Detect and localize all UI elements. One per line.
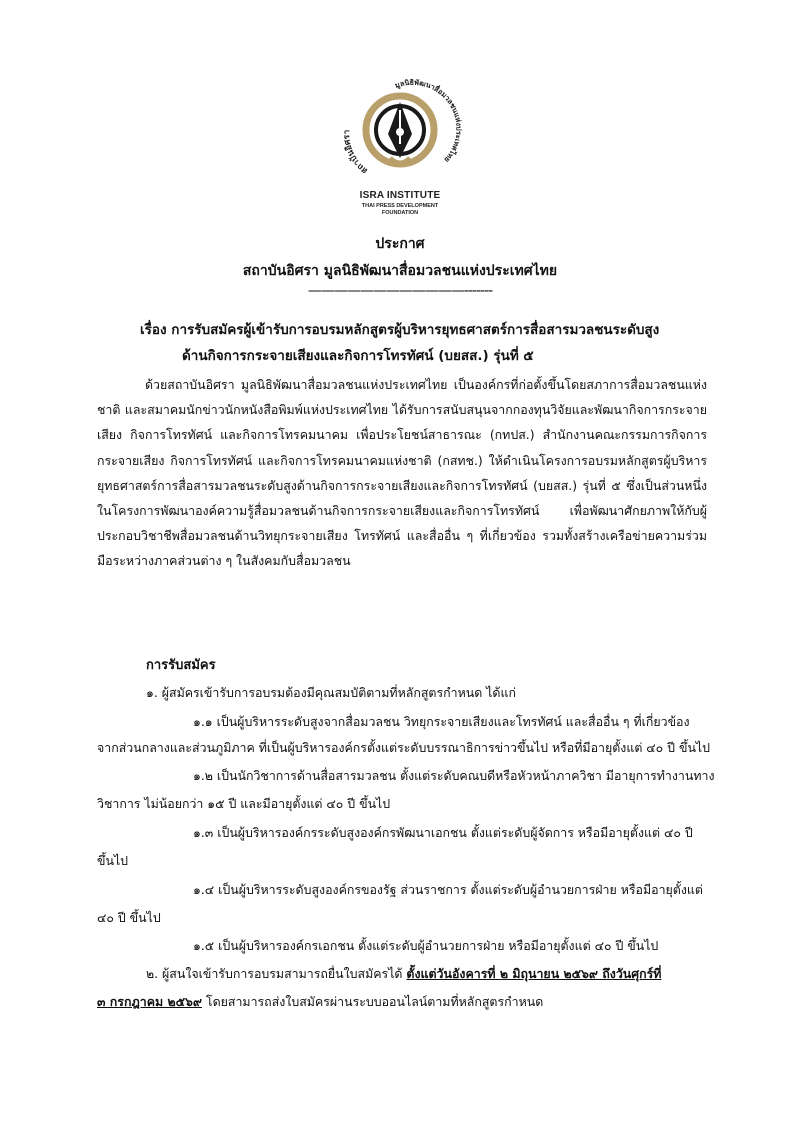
section-title: การรับสมัคร <box>146 658 216 673</box>
qualification-1-3-line-1: ๑.๓ เป็นผู้บริหารองค์กรระดับสูงองค์กรพัฒนาเอกชน ตั้งแต่ระดับผู้จัดการ หรือมีอายุตั้งแต่ ๔๐ ปี <box>193 825 693 840</box>
intro-paragraph: ด้วยสถาบันอิศรา มูลนิธิพัฒนาสื่อมวลชนแห่งประเทศไทย เป็นองค์กรที่ก่อตั้งขึ้นโดยสภาการสื่อมวลชนแห่งชาติ และสมาคมนักข่าวนักหนังสือพิมพ์แห่งประเทศไทย ได้รับการสนับสนุนจากกองทุนวิจัยและพัฒนากิจการกระจายเสียง กิจการโทรทัศน์ และกิจการโทรคมนาคม เพื่อประโยชน์สาธารณะ (กทปส.) สำนักงานคณะกรรมการกิจการกระจายเสียง กิจการโทรทัศน์ และกิจการโทรคมนาคมแห่งชาติ (กสทช.) ให้ดำเนินโครงการอบรมหลักสูตรผู้บริหารยุทธศาสตร์การสื่อสารมวลชนระดับสูงด้านกิจการกระจายเสียงและกิจการโทรทัศน์ (บยสส.) รุ่นที่ ๕ ซึ่งเป็นส่วนหนึ่งในโครงการพัฒนาองค์ความรู้สื่อมวลชนด้านกิจการกระจายเสียงและกิจการโทรทัศน์ เพื่อพัฒนาศักยภาพให้กับผู้ประกอบวิชาชีพสื่อมวลชนด้านวิทยุกระจายเสียง โทรทัศน์ และสื่ออื่น ๆ ที่เกี่ยวข้อง รวมทั้งสร้างเครือข่ายความร่วมมือระหว่างภาคส่วนต่าง ๆ ในสังคมกับสื่อมวลชน <box>97 377 707 569</box>
application-item-2-prefix: ๒. ผู้สนใจเข้ารับการอบรมสามารถยื่นใบสมัครได้ <box>146 966 407 981</box>
qualification-1-1-line-2: จากส่วนกลางและส่วนภูมิภาค ที่เป็นผู้บริหารองค์กรตั้งแต่ระดับบรรณาธิการข่าวขึ้นไป หรือที่มีอายุตั้งแต่ ๔๐ ปี ขึ้นไป <box>97 740 711 755</box>
logo-ring-left-text: สถาบันอิศรา <box>342 129 370 176</box>
organization-heading: สถาบันอิศรา มูลนิธิพัฒนาสื่อมวลชนแห่งประเทศไทย <box>242 263 558 279</box>
logo-subtitle <box>320 203 480 216</box>
logo-subtitle-line-1: THAI PRESS DEVELOPMENT <box>361 203 439 209</box>
qualification-1-1-line-1: ๑.๑ เป็นผู้บริหารระดับสูงจากสื่อมวลชน วิทยุกระจายเสียงและโทรทัศน์ และสื่ออื่น ๆ ที่เกี่ยวข้อง <box>193 714 690 729</box>
logo-subtitle-line-2: FOUNDATION <box>381 209 419 216</box>
subject-line-1: เรื่อง การรับสมัครผู้เข้ารับการอบรมหลักสูตรผู้บริหารยุทธศาสตร์การสื่อสารมวลชนระดับสูง <box>140 322 660 338</box>
qualification-1-5: ๑.๕ เป็นผู้บริหารองค์กรเอกชน ตั้งแต่ระดับผู้อำนวยการฝ่าย หรือมีอายุตั้งแต่ ๔๐ ปี ขึ้นไป <box>193 938 659 953</box>
qualification-1-2-line-1: ๑.๒ เป็นนักวิชาการด้านสื่อสารมวลชน ตั้งแต่ระดับคณบดีหรือหัวหน้าภาควิชา มีอายุการทำงานทาง <box>193 768 715 783</box>
application-item-2-line-2 <box>97 993 543 1012</box>
subject-line-2: ด้านกิจการกระจายเสียงและกิจการโทรทัศน์ (บยสส.) รุ่นที่ ๕ <box>182 348 534 364</box>
qualification-1-2-line-2: วิชาการ ไม่น้อยกว่า ๑๕ ปี และมีอายุตั้งแต่ ๔๐ ปี ขึ้นไป <box>97 796 391 811</box>
qualification-1-3-line-2: ขึ้นไป <box>97 853 129 868</box>
application-period-start: ตั้งแต่วันอังคารที่ ๒ มิถุนายน ๒๕๖๙ ถึงวันศุกร์ที่ <box>406 966 662 981</box>
application-period-end: ๓ กรกฎาคม ๒๕๖๙ <box>97 994 202 1009</box>
qualification-item-1: ๑. ผู้สมัครเข้ารับการอบรมต้องมีคุณสมบัติตามที่หลักสูตรกำหนด ได้แก่ <box>146 685 516 700</box>
logo-ring-right-text: มูลนิธิพัฒนาสื่อมวลชนแห่งประเทศไทย <box>393 77 464 165</box>
qualification-1-4-line-1: ๑.๔ เป็นผู้บริหารระดับสูงองค์กรของรัฐ ส่วนราชการ ตั้งแต่ระดับผู้อำนวยการฝ่าย หรือมีอายุตั้งแต่ <box>193 882 703 897</box>
heading-divider: ————————————------- <box>307 283 493 299</box>
qualification-1-4-line-2: ๔๐ ปี ขึ้นไป <box>97 910 161 925</box>
announcement-heading: ประกาศ <box>375 236 425 252</box>
application-item-2-line-1 <box>146 965 661 984</box>
isra-institute-logo <box>320 62 480 222</box>
logo-name: ISRA INSTITUTE <box>359 190 441 201</box>
pen-nib-emblem-icon <box>320 62 480 188</box>
application-item-2-suffix: โดยสามารถส่งใบสมัครผ่านระบบออนไลน์ตามที่หลักสูตรกำหนด <box>201 994 544 1009</box>
